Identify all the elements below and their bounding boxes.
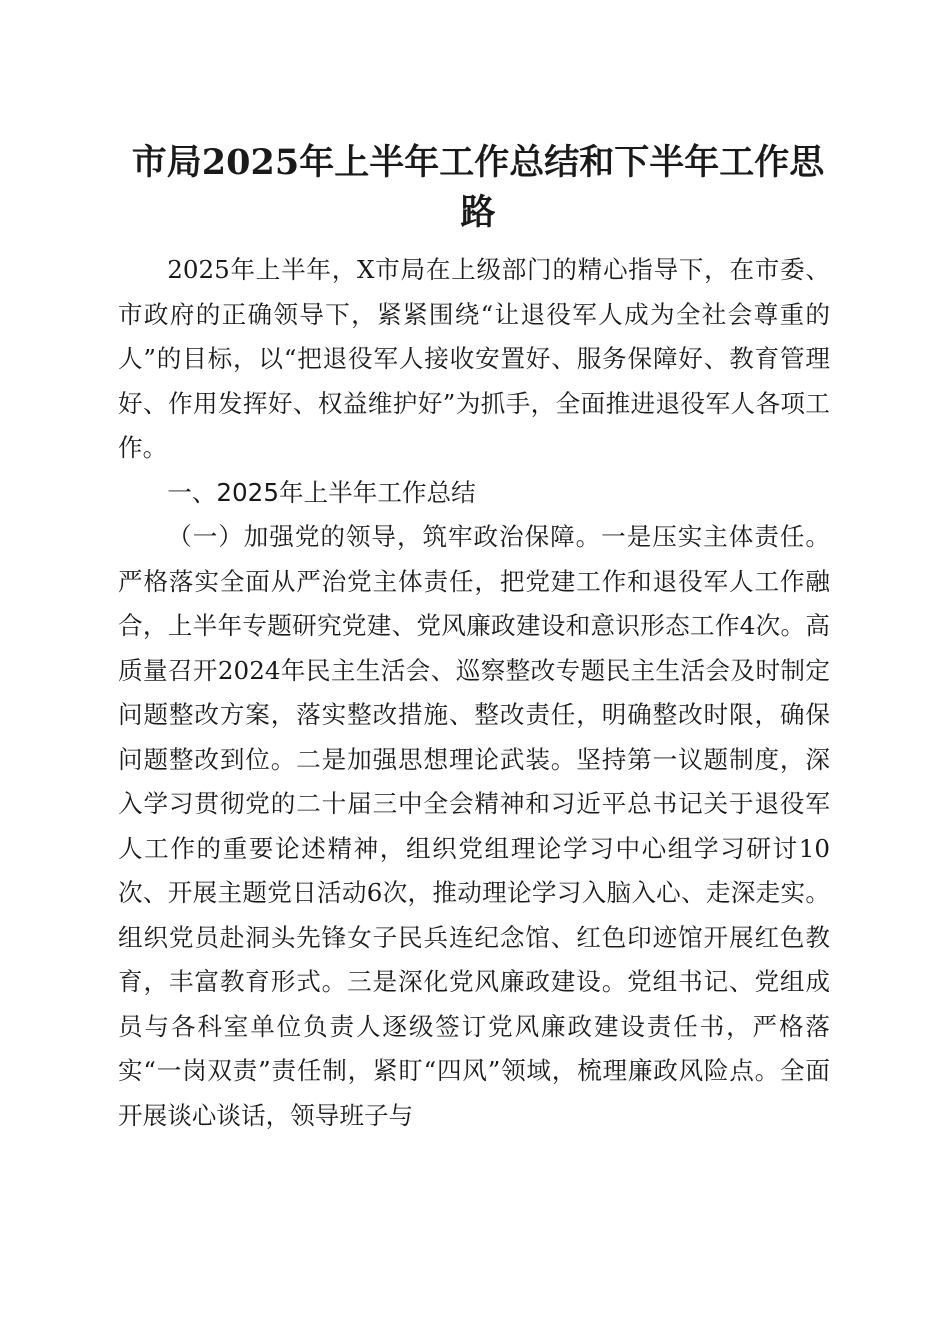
document-body xyxy=(118,248,830,1138)
body-paragraph: （一）加强党的领导，筑牢政治保障。一是压实主体责任。严格落实全面从严治党主体责任，把党建工作和退役军人工作融合，上半年专题研究党建、党风廉政建设和意识形态工作4次。高质量召开2024年民主生活会、巡察整改专题民主生活会及时制定问题整改方案，落实整改措施、整改责任，明确整改时限，确保问题整改到位。二是加强思想理论武装。坚持第一议题制度，深入学习贯彻党的二十届三中全会精神和习近平总书记关于退役军人工作的重要论述精神，组织党组理论学习中心组学习研讨10次、开展主题党日活动6次，推动理论学习入脑入心、走深走实。组织党员赴洞头先锋女子民兵连纪念馆、红色印迹馆开展红色教育，丰富教育形式。三是深化党风廉政建设。党组书记、党组成员与各科室单位负责人逐级签订党风廉政建设责任书，严格落实“一岗双责”责任制，紧盯“四风”领域，梳理廉政风险点。全面开展谈心谈话，领导班子与 xyxy=(118,522,830,1130)
document-title: 市局2025年上半年工作总结和下半年工作思路 xyxy=(131,142,825,233)
section-heading: 一、2025年上半年工作总结 xyxy=(167,477,476,507)
intro-paragraph: 2025年上半年，X市局在上级部门的精心指导下，在市委、市政府的正确领导下，紧紧围绕“让退役军人成为全社会尊重的人”的目标，以“把退役军人接收安置好、服务保障好、教育管理好、作用发挥好、权益维护好”为抓手，全面推进退役军人各项工作。 xyxy=(118,255,830,462)
